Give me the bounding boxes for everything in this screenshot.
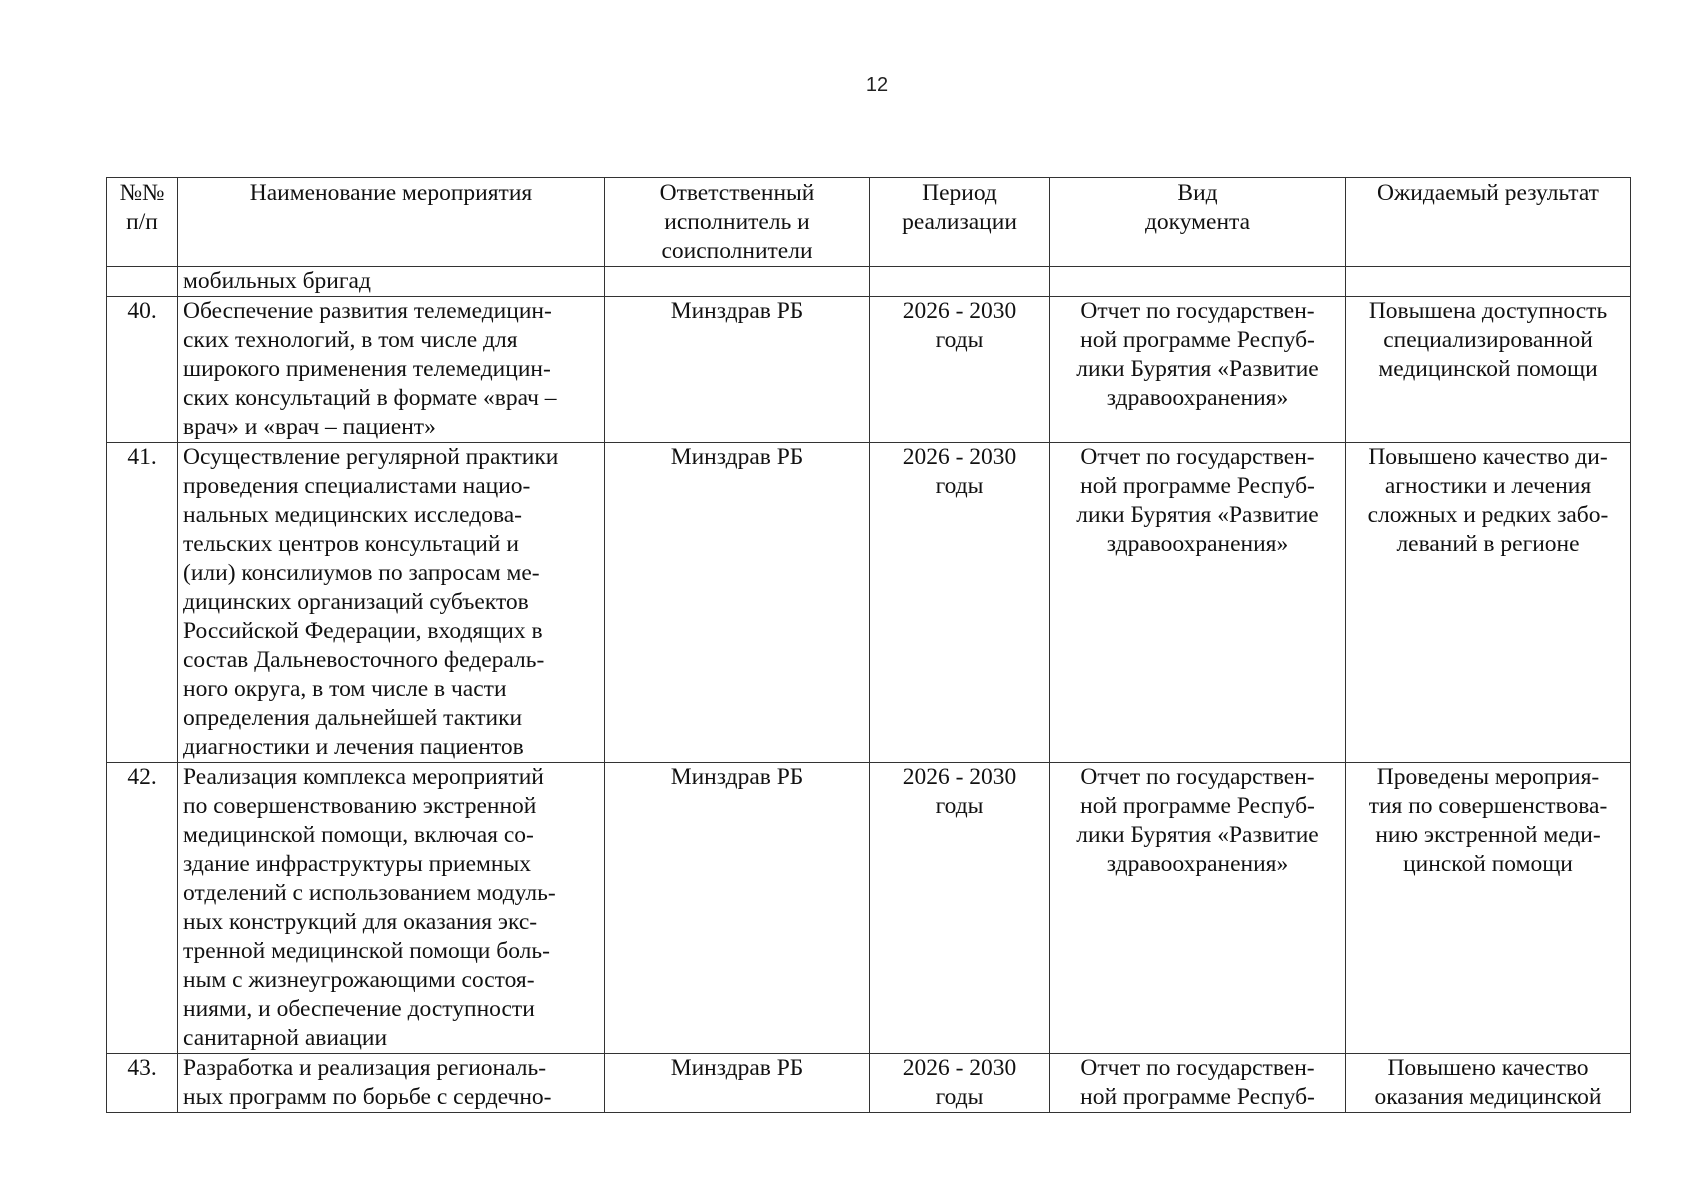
header-doc-type: Вид документа	[1050, 178, 1346, 267]
cell-executor	[605, 267, 870, 297]
cell-num: 41.	[107, 443, 178, 763]
cell-result: Повышено качество ди- агностики и лечения сложных и редких забо- леваний в регионе	[1346, 443, 1631, 763]
table-row	[107, 763, 1631, 1054]
header-name: Наименование мероприятия	[178, 178, 605, 267]
cell-executor: Минздрав РБ	[605, 443, 870, 763]
cell-period: 2026 - 2030 годы	[870, 1054, 1050, 1113]
cell-result: Повышена доступность специализированной медицинской помощи	[1346, 297, 1631, 443]
cell-name: Осуществление регулярной практики проведения специалистами нацио- нальных медицинских исследова- тельских центров консультаций и (или) консилиумов по запросам ме- дицинских организаций субъектов Российской Федерации, входящих в состав Дальневосточного федераль- ного округа, в том числе в части определения дальнейшей тактики диагностики и лечения пациентов	[178, 443, 605, 763]
cell-name: Разработка и реализация региональ- ных программ по борьбе с сердечно-	[178, 1054, 605, 1113]
cell-result	[1346, 267, 1631, 297]
cell-period: 2026 - 2030 годы	[870, 763, 1050, 1054]
table-header-row	[107, 178, 1631, 267]
cell-executor: Минздрав РБ	[605, 297, 870, 443]
table-row-continuation	[107, 267, 1631, 297]
cell-period	[870, 267, 1050, 297]
cell-doc-type	[1050, 267, 1346, 297]
cell-executor: Минздрав РБ	[605, 763, 870, 1054]
header-executor: Ответственный исполнитель и соисполнители	[605, 178, 870, 267]
table-row	[107, 1054, 1631, 1113]
cell-name: Обеспечение развития телемедицин- ских технологий, в том числе для широкого применения телемедицин- ских консультаций в формате «врач – врач» и «врач – пациент»	[178, 297, 605, 443]
cell-executor: Минздрав РБ	[605, 1054, 870, 1113]
cell-doc-type: Отчет по государствен- ной программе Респуб-	[1050, 1054, 1346, 1113]
cell-period: 2026 - 2030 годы	[870, 443, 1050, 763]
activities-table	[106, 177, 1631, 1113]
table-row	[107, 297, 1631, 443]
cell-name: Реализация комплекса мероприятий по совершенствованию экстренной медицинской помощи, включая со- здание инфраструктуры приемных отделений с использованием модуль- ных конструкций для оказания экс- тренной медицинской помощи боль- ным с жизнеугрожающими состоя- ниями, и обеспечение доступности санитарной авиации	[178, 763, 605, 1054]
cell-num: 40.	[107, 297, 178, 443]
cell-num	[107, 267, 178, 297]
cell-period: 2026 - 2030 годы	[870, 297, 1050, 443]
page-number: 12	[865, 74, 889, 96]
cell-result: Повышено качество оказания медицинской	[1346, 1054, 1631, 1113]
header-num: №№ п/п	[107, 178, 178, 267]
cell-name: мобильных бригад	[178, 267, 605, 297]
header-result: Ожидаемый результат	[1346, 178, 1631, 267]
cell-result: Проведены мероприя- тия по совершенствова- нию экстренной меди- цинской помощи	[1346, 763, 1631, 1054]
cell-num: 42.	[107, 763, 178, 1054]
table-row	[107, 443, 1631, 763]
header-period: Период реализации	[870, 178, 1050, 267]
cell-doc-type: Отчет по государствен- ной программе Респуб- лики Бурятия «Развитие здравоохранения»	[1050, 763, 1346, 1054]
cell-doc-type: Отчет по государствен- ной программе Респуб- лики Бурятия «Развитие здравоохранения»	[1050, 443, 1346, 763]
cell-doc-type: Отчет по государствен- ной программе Респуб- лики Бурятия «Развитие здравоохранения»	[1050, 297, 1346, 443]
cell-num: 43.	[107, 1054, 178, 1113]
